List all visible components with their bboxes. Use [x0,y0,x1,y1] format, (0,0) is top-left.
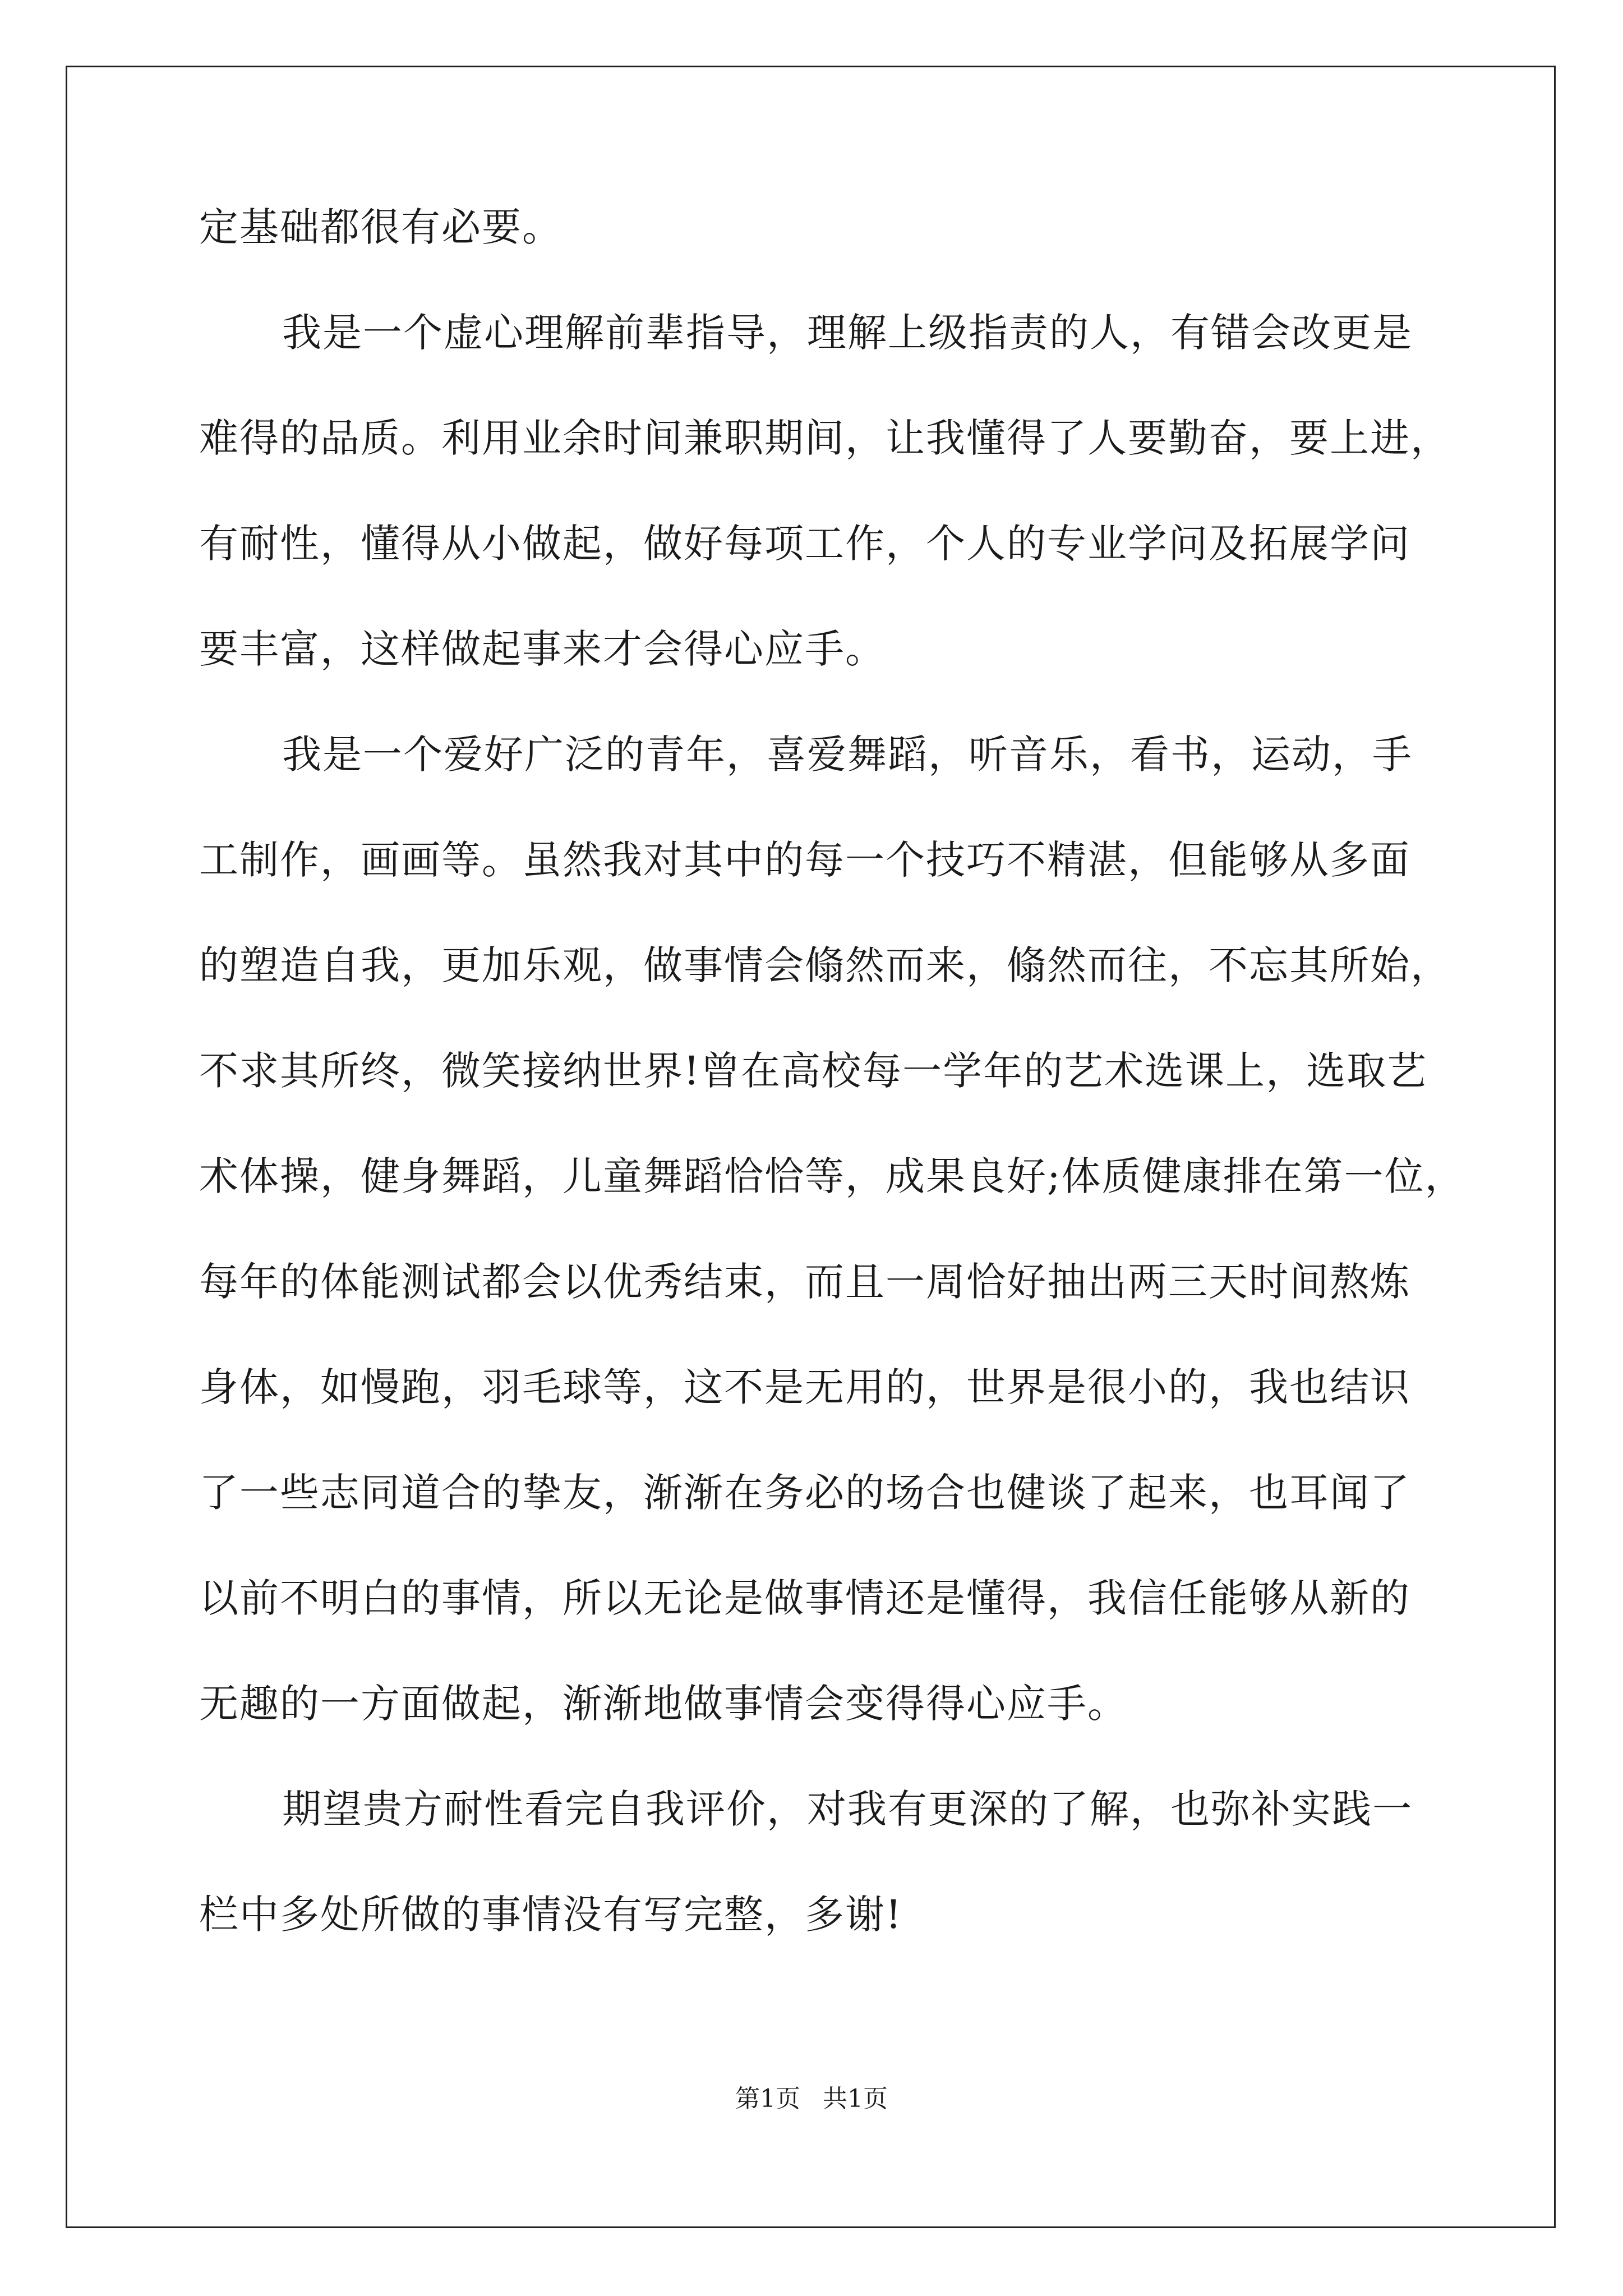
page-number-total: 共1页 [823,2085,888,2113]
text-line: 有耐性，懂得从小做起，做好每项工作，个人的专业学问及拓展学问 [199,521,1410,567]
text-line: 每年的体能测试都会以优秀结束，而且一周恰好抽出两三天时间熬炼 [199,1259,1410,1305]
page-number-current: 第1页 [735,2085,800,2113]
text-line: 栏中多处所做的事情没有写完整，多谢! [199,1892,903,1938]
text-line: 身体，如慢跑，羽毛球等，这不是无用的，世界是很小的，我也结识 [199,1364,1410,1410]
text-line: 工制作，画画等。虽然我对其中的每一个技巧不精湛，但能够从多面 [199,837,1410,883]
text-line: 术体操，健身舞蹈，儿童舞蹈恰恰等，成果良好;体质健康排在第一位， [199,1153,1465,1199]
text-line: 不求其所终，微笑接纳世界!曾在高校每一学年的艺术选课上，选取艺 [199,1048,1428,1094]
text-line: 要丰富，这样做起事来才会得心应手。 [199,626,886,672]
text-line: 了一些志同道合的挚友，渐渐在务必的场合也健谈了起来，也耳闻了 [199,1470,1410,1516]
text-line: 无趣的一方面做起，渐渐地做事情会变得得心应手。 [199,1681,1128,1727]
text-line: 难得的品质。利用业余时间兼职期间，让我懂得了人要勤奋，要上进， [199,415,1451,461]
text-line: 的塑造自我，更加乐观，做事情会翛然而来，翛然而往，不忘其所始， [199,942,1451,988]
text-line: 期望贵方耐性看完自我评价，对我有更深的了解，也弥补实践一 [282,1786,1413,1832]
text-line: 定基础都很有必要。 [199,204,562,250]
text-line: 以前不明白的事情，所以无论是做事情还是懂得，我信任能够从新的 [199,1575,1410,1621]
page-footer [0,2082,1623,2116]
text-line: 我是一个爱好广泛的青年，喜爱舞蹈，听音乐，看书，运动，手 [282,731,1413,777]
text-line: 我是一个虚心理解前辈指导，理解上级指责的人，有错会改更是 [282,310,1413,356]
